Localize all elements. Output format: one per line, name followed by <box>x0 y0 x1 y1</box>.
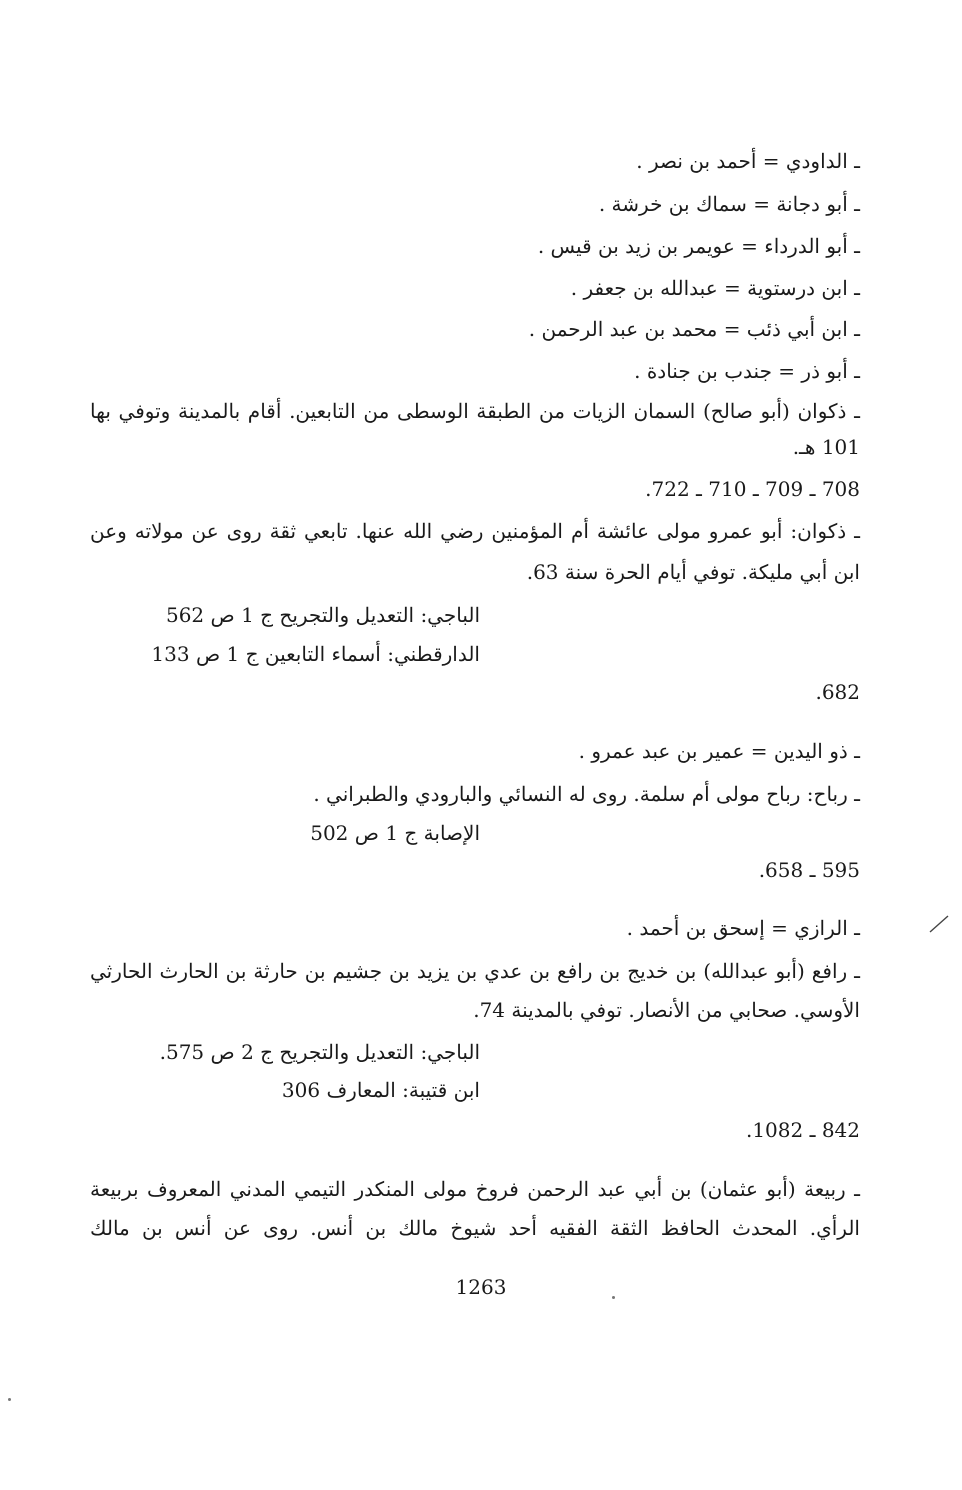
entry-ibn-durustawayh: ـ ابن درستوية = عبدالله بن جعفر . <box>570 276 860 300</box>
entry-rabah: ـ رباح: رباح مولى أم سلمة. روى له النسائي والبارودي والطبراني . <box>313 782 860 806</box>
entry-dhu-al-yadayn: ـ ذو اليدين = عمير بن عبد عمرو . <box>578 739 860 763</box>
source-citation: ابن قتيبة: المعارف 306 <box>281 1078 480 1102</box>
source-citation: الدارقطني: أسماء التابعين ج 1 ص 133 <box>151 642 480 666</box>
entry-dhakwan-abu-salih-cont: 101 هـ. <box>792 435 860 459</box>
entry-rabia-al-ray: ـ ربيعة (أبو عثمان) بن أبي عبد الرحمن فروخ مولى المنكدر التيمي المدني المعروف بربيعة <box>90 1177 860 1201</box>
page-references: 682. <box>815 680 860 704</box>
source-citation: الباجي: التعديل والتجريح ج 1 ص 562 <box>165 603 480 627</box>
page-references: 708 ـ 709 ـ 710 ـ 722. <box>645 477 860 501</box>
entry-al-dawudi: ـ الداودي = أحمد بن نصر . <box>636 149 860 173</box>
scan-speck <box>612 1296 615 1299</box>
scan-speck <box>8 1398 11 1401</box>
entry-ibn-abi-dhib: ـ ابن أبي ذئب = محمد بن عبد الرحمن . <box>528 317 860 341</box>
entry-rabia-al-ray-cont: الرأي. المحدث الحافظ الثقة الفقيه أحد شيوخ مالك بن أنس. روى عن أنس بن مالك <box>90 1216 860 1240</box>
entry-abu-al-darda: ـ أبو الدرداء = عويمر بن زيد بن قيس . <box>537 234 860 258</box>
source-citation: الباجي: التعديل والتجريح ج 2 ص 575. <box>159 1040 480 1064</box>
source-citation: الإصابة ج 1 ص 502 <box>310 821 480 845</box>
entry-rafi-ibn-khadij-cont: الأوسي. صحابي من الأنصار. توفي بالمدينة 74. <box>473 998 860 1022</box>
page-references: 595 ـ 658. <box>758 858 860 882</box>
entry-dhakwan-abu-amr: ـ ذكوان: أبو عمرو مولى عائشة أم المؤمنين رضي الله عنها. تابعي ثقة روى عن مولاته وعن <box>90 519 860 543</box>
entry-abu-dujana: ـ أبو دجانة = سماك بن خرشة . <box>598 192 860 216</box>
entry-rafi-ibn-khadij: ـ رافع (أبو عبدالله) بن خديج بن رافع بن عدي بن يزيد بن جشيم بن حارثة بن الحارث الحارثي <box>90 959 860 983</box>
entry-dhakwan-abu-salih: ـ ذكوان (أبو صالح) السمان الزيات من الطبقة الوسطى من التابعين. أقام بالمدينة وتوفي بها <box>90 399 860 423</box>
entry-al-razi: ـ الرازي = إسحق بن أحمد . <box>626 916 860 940</box>
pen-mark-icon <box>928 912 950 934</box>
entry-abu-dharr: ـ أبو ذر = جندب بن جنادة . <box>634 359 860 383</box>
page-number: 1263 <box>455 1275 507 1299</box>
page-references: 842 ـ 1082. <box>745 1118 860 1142</box>
entry-dhakwan-abu-amr-cont: ابن أبي مليكة. توفي أيام الحرة سنة 63. <box>526 560 860 584</box>
